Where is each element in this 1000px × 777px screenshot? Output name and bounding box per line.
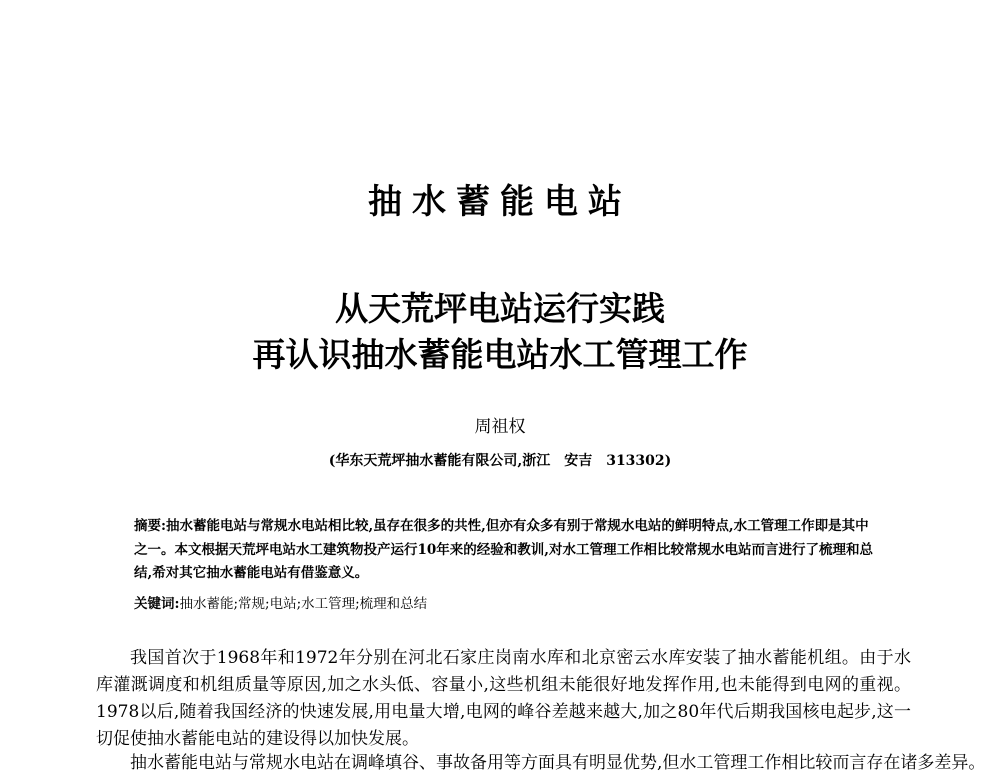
section-header: 抽水蓄能电站 bbox=[368, 182, 632, 222]
title-line-2: 再认识抽水蓄能电站水工管理工作 bbox=[252, 335, 748, 374]
keywords-label: 关键词: bbox=[134, 596, 180, 612]
article-title bbox=[0, 286, 1000, 378]
author-affiliation: (华东天荒坪抽水蓄能有限公司,浙江 安吉 313302) bbox=[328, 453, 672, 469]
title-line-1: 从天荒坪电站运行实践 bbox=[335, 289, 665, 328]
author-name: 周祖权 bbox=[474, 417, 526, 437]
keywords bbox=[134, 594, 874, 614]
abstract bbox=[134, 515, 874, 586]
body-paragraph-1: 我国首次于1968年和1972年分别在河北石家庄岗南水库和北京密云水库安装了抽水蓄能机组。由于水库灌溉调度和机组质量等原因,加之水头低、容量小,这些机组未能很好地发挥作用,也未能得到电网的重视。1978以后,随着我国经济的快速发展,用电量大增,电网的峰谷差越来越大,加之80年代后期我国核电起步,这一切促使抽水蓄能电站的建设得以加快发展。 bbox=[96, 648, 911, 749]
keywords-text: 抽水蓄能;常规;电站;水工管理;梳理和总结 bbox=[179, 596, 428, 612]
abstract-text: 抽水蓄能电站与常规水电站相比较,虽存在很多的共性,但亦有众多有别于常规水电站的鲜明特点,水工管理工作即是其中之一。本文根据天荒坪电站水工建筑物投产运行10年来的经验和教训,对水工管理工作相比较常规水电站而言进行了梳理和总结,希对其它抽水蓄能电站有借鉴意义。 bbox=[134, 518, 873, 581]
abstract-label: 摘要: bbox=[134, 518, 166, 534]
body-paragraph-2: 抽水蓄能电站与常规水电站在调峰填谷、事故备用等方面具有明显优势,但水工管理工作相比较而言存在诸多差异。 bbox=[130, 753, 986, 773]
